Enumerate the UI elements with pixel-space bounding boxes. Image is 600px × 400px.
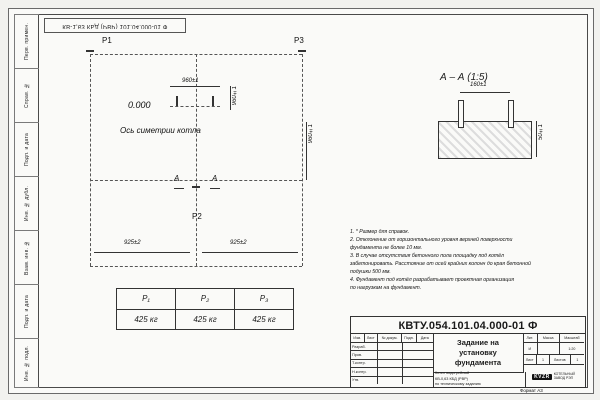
- title-block-revisions: [351, 334, 434, 387]
- company-logo: [523, 365, 584, 389]
- revision-header-docnum: № докум.: [378, 334, 402, 342]
- name-nkontr: [378, 368, 403, 375]
- section-dim-height: 50±1: [538, 124, 544, 141]
- section-mark-a-left: А: [174, 174, 180, 183]
- revision-row-0: [351, 343, 433, 351]
- date-utv: [403, 377, 433, 384]
- technical-notes: [350, 228, 580, 293]
- right-header-lit: Лит.: [523, 334, 538, 342]
- section-view: [420, 66, 570, 186]
- margin-cell-6: [15, 339, 39, 387]
- top-designation-label: [44, 18, 186, 33]
- name-prov: [378, 351, 403, 358]
- section-dim-line-width: [460, 92, 510, 93]
- company-line2: ЗАВОД РЭП: [553, 376, 574, 380]
- support-plate-p1: [86, 50, 94, 52]
- date-razrab: [403, 343, 433, 350]
- note-5: подушки 500 мм.: [350, 269, 391, 276]
- dim-960-vertical-1: 960±1: [232, 86, 238, 106]
- margin-cell-4: [15, 231, 39, 285]
- section-dim-width: 160±1: [470, 82, 487, 88]
- company-line1: КОТЕЛЬНЫЙ: [553, 372, 575, 377]
- dim-line-960-vert: [230, 86, 231, 110]
- load-table-header-row: [117, 289, 293, 310]
- plan-bottom-edge: [90, 266, 302, 267]
- dim-line-925-left: [94, 252, 190, 253]
- note-1: 2. Отклонение от горизонтального уровня верхней поверхности: [350, 237, 513, 244]
- drawing-subtitle-line1: Котел водогрейный: [435, 370, 470, 375]
- role-prov: Пров.: [351, 351, 378, 358]
- dim-line-960-right: [306, 122, 307, 180]
- revision-header-row: [351, 334, 433, 343]
- label-p1: Р1: [102, 36, 112, 45]
- role-razrab: Разраб.: [351, 343, 378, 350]
- margin-label-2: Подп. и дата: [24, 132, 30, 167]
- plan-right-edge: [302, 54, 303, 266]
- company-mark: KVZR: [534, 374, 550, 380]
- revision-row-2: [351, 360, 433, 368]
- name-razrab: [378, 343, 403, 350]
- note-7: по нагрузкам на фундамент.: [350, 285, 422, 292]
- drawing-title-line2: установку: [459, 348, 497, 358]
- plan-view: [70, 36, 370, 270]
- name-utv: [378, 377, 403, 384]
- drawing-title-line1: Задание на: [457, 338, 499, 348]
- load-header-p3: Р₃: [259, 294, 269, 304]
- date-nkontr: [403, 368, 433, 375]
- dim-925-left: 925±2: [124, 240, 141, 246]
- left-margin-column: [14, 14, 39, 388]
- date-tkontr: [403, 360, 433, 367]
- load-value-p2: 425 кг: [176, 310, 235, 330]
- top-designation-text: КВ-1,63 КБД (РВР) 101.04.000-01 Ф: [62, 22, 168, 29]
- margin-label-0: Перв. примен.: [24, 22, 30, 61]
- load-header-p1: Р₁: [117, 289, 176, 309]
- note-6: 4. Фундамент под котёл разрабатывает проектная организация: [350, 277, 514, 284]
- margin-cell-0: [15, 15, 39, 69]
- load-value-p3: 425 кг: [252, 314, 276, 324]
- margin-label-3: Инв. № дубл.: [24, 185, 30, 222]
- margin-cell-3: [15, 177, 39, 231]
- name-tkontr: [378, 360, 403, 367]
- anchor-bolt-right: [508, 100, 514, 128]
- revision-header-podp: Подп.: [402, 334, 416, 342]
- margin-label-5: Подп. и дата: [24, 294, 30, 329]
- revision-header-list: Лист: [365, 334, 379, 342]
- sheet-format-note: Формат A3: [520, 388, 543, 393]
- drawing-title: [433, 334, 524, 373]
- sheet-value: 1: [537, 355, 549, 364]
- section-mark-a-right: А: [212, 174, 218, 183]
- role-utv: Утв.: [351, 377, 378, 384]
- revision-header-izm: Изм.: [351, 334, 365, 342]
- margin-cell-1: [15, 69, 39, 123]
- role-tkontr: Т.контр.: [351, 360, 378, 367]
- margin-cell-5: [15, 285, 39, 339]
- bolt-base-line: [170, 106, 220, 107]
- load-header-p2: Р₂: [176, 289, 235, 309]
- revision-row-1: [351, 351, 433, 359]
- right-header-row: [523, 334, 584, 343]
- dim-925-right: 925±2: [230, 240, 247, 246]
- designation-number: КВТУ.054.101.04.000-01 Ф: [350, 316, 586, 334]
- title-block-right: [523, 334, 584, 387]
- label-zero-mark: 0.000: [128, 100, 151, 110]
- foundation-block: [438, 121, 532, 159]
- title-block: [350, 333, 586, 388]
- margin-cell-2: [15, 123, 39, 177]
- anchor-bolt-left: [458, 100, 464, 128]
- section-arrow-right: [210, 188, 220, 189]
- company-logo-inner: [532, 373, 575, 380]
- label-axis-note: Ось симетрии котла: [120, 126, 201, 135]
- right-value-row: [523, 343, 584, 355]
- margin-label-6: Инв. № подл.: [24, 345, 30, 381]
- dim-line-925-right: [202, 252, 298, 253]
- support-plate-p2: [192, 186, 200, 188]
- drawing-subtitle: [433, 372, 526, 387]
- label-p3: Р3: [294, 36, 304, 45]
- margin-label-4: Взам. инв. №: [24, 239, 30, 276]
- note-2: фундамента не более 10 мм.: [350, 245, 423, 252]
- bolt-plan-2: [212, 96, 214, 106]
- sheet-label: Лист: [523, 355, 537, 364]
- plan-left-edge: [90, 54, 91, 266]
- right-header-massa: Масса: [538, 334, 560, 342]
- bolt-plan-1: [176, 96, 178, 106]
- drawing-title-line3: фундамента: [454, 357, 502, 367]
- load-table: [116, 288, 294, 330]
- plan-mid-axis: [90, 180, 302, 181]
- section-title: А – А (1:5): [440, 72, 488, 83]
- load-table-value-row: [117, 310, 293, 330]
- revision-row-3: [351, 368, 433, 376]
- dim-960-horizontal: 960±1: [182, 78, 199, 84]
- revision-row-4: [351, 377, 433, 384]
- dim-line-960-top: [170, 86, 220, 87]
- right-value-masshtab: 1:20: [568, 346, 576, 351]
- dim-960-vertical-2: 960±1: [308, 124, 314, 144]
- sheets-value: 1: [576, 357, 579, 362]
- sheets-label: Листов: [550, 355, 571, 364]
- role-nkontr: Н.контр.: [351, 368, 378, 375]
- section-arrow-left: [174, 188, 184, 189]
- support-plate-p3: [298, 50, 306, 52]
- drawing-subtitle-line3: по техническому заданию: [435, 382, 481, 387]
- label-p2: Р2: [192, 212, 202, 221]
- section-dim-line-height: [536, 121, 537, 157]
- load-value-p1: 425 кг: [117, 310, 176, 330]
- date-prov: [403, 351, 433, 358]
- revision-header-data: Дата: [420, 336, 429, 340]
- note-3: 3. В случае отсутствия бетонного пола площадку под котёл: [350, 253, 504, 260]
- company-row: [523, 365, 584, 389]
- note-4: забетонировать. Расстояние от осей крайних колонн до края бетонной: [350, 261, 531, 268]
- right-value-lit: И: [523, 343, 538, 354]
- drawing-subtitle-line2: КВ-0,63 КБД (РВР): [435, 376, 468, 381]
- sheet-count-row: [523, 355, 584, 365]
- right-value-massa: [538, 343, 560, 354]
- right-header-masshtab: Масштаб: [564, 336, 580, 340]
- note-0: 1. * Размер для справок.: [350, 229, 410, 235]
- company-name: [554, 373, 575, 380]
- margin-label-1: Справ. №: [24, 82, 30, 109]
